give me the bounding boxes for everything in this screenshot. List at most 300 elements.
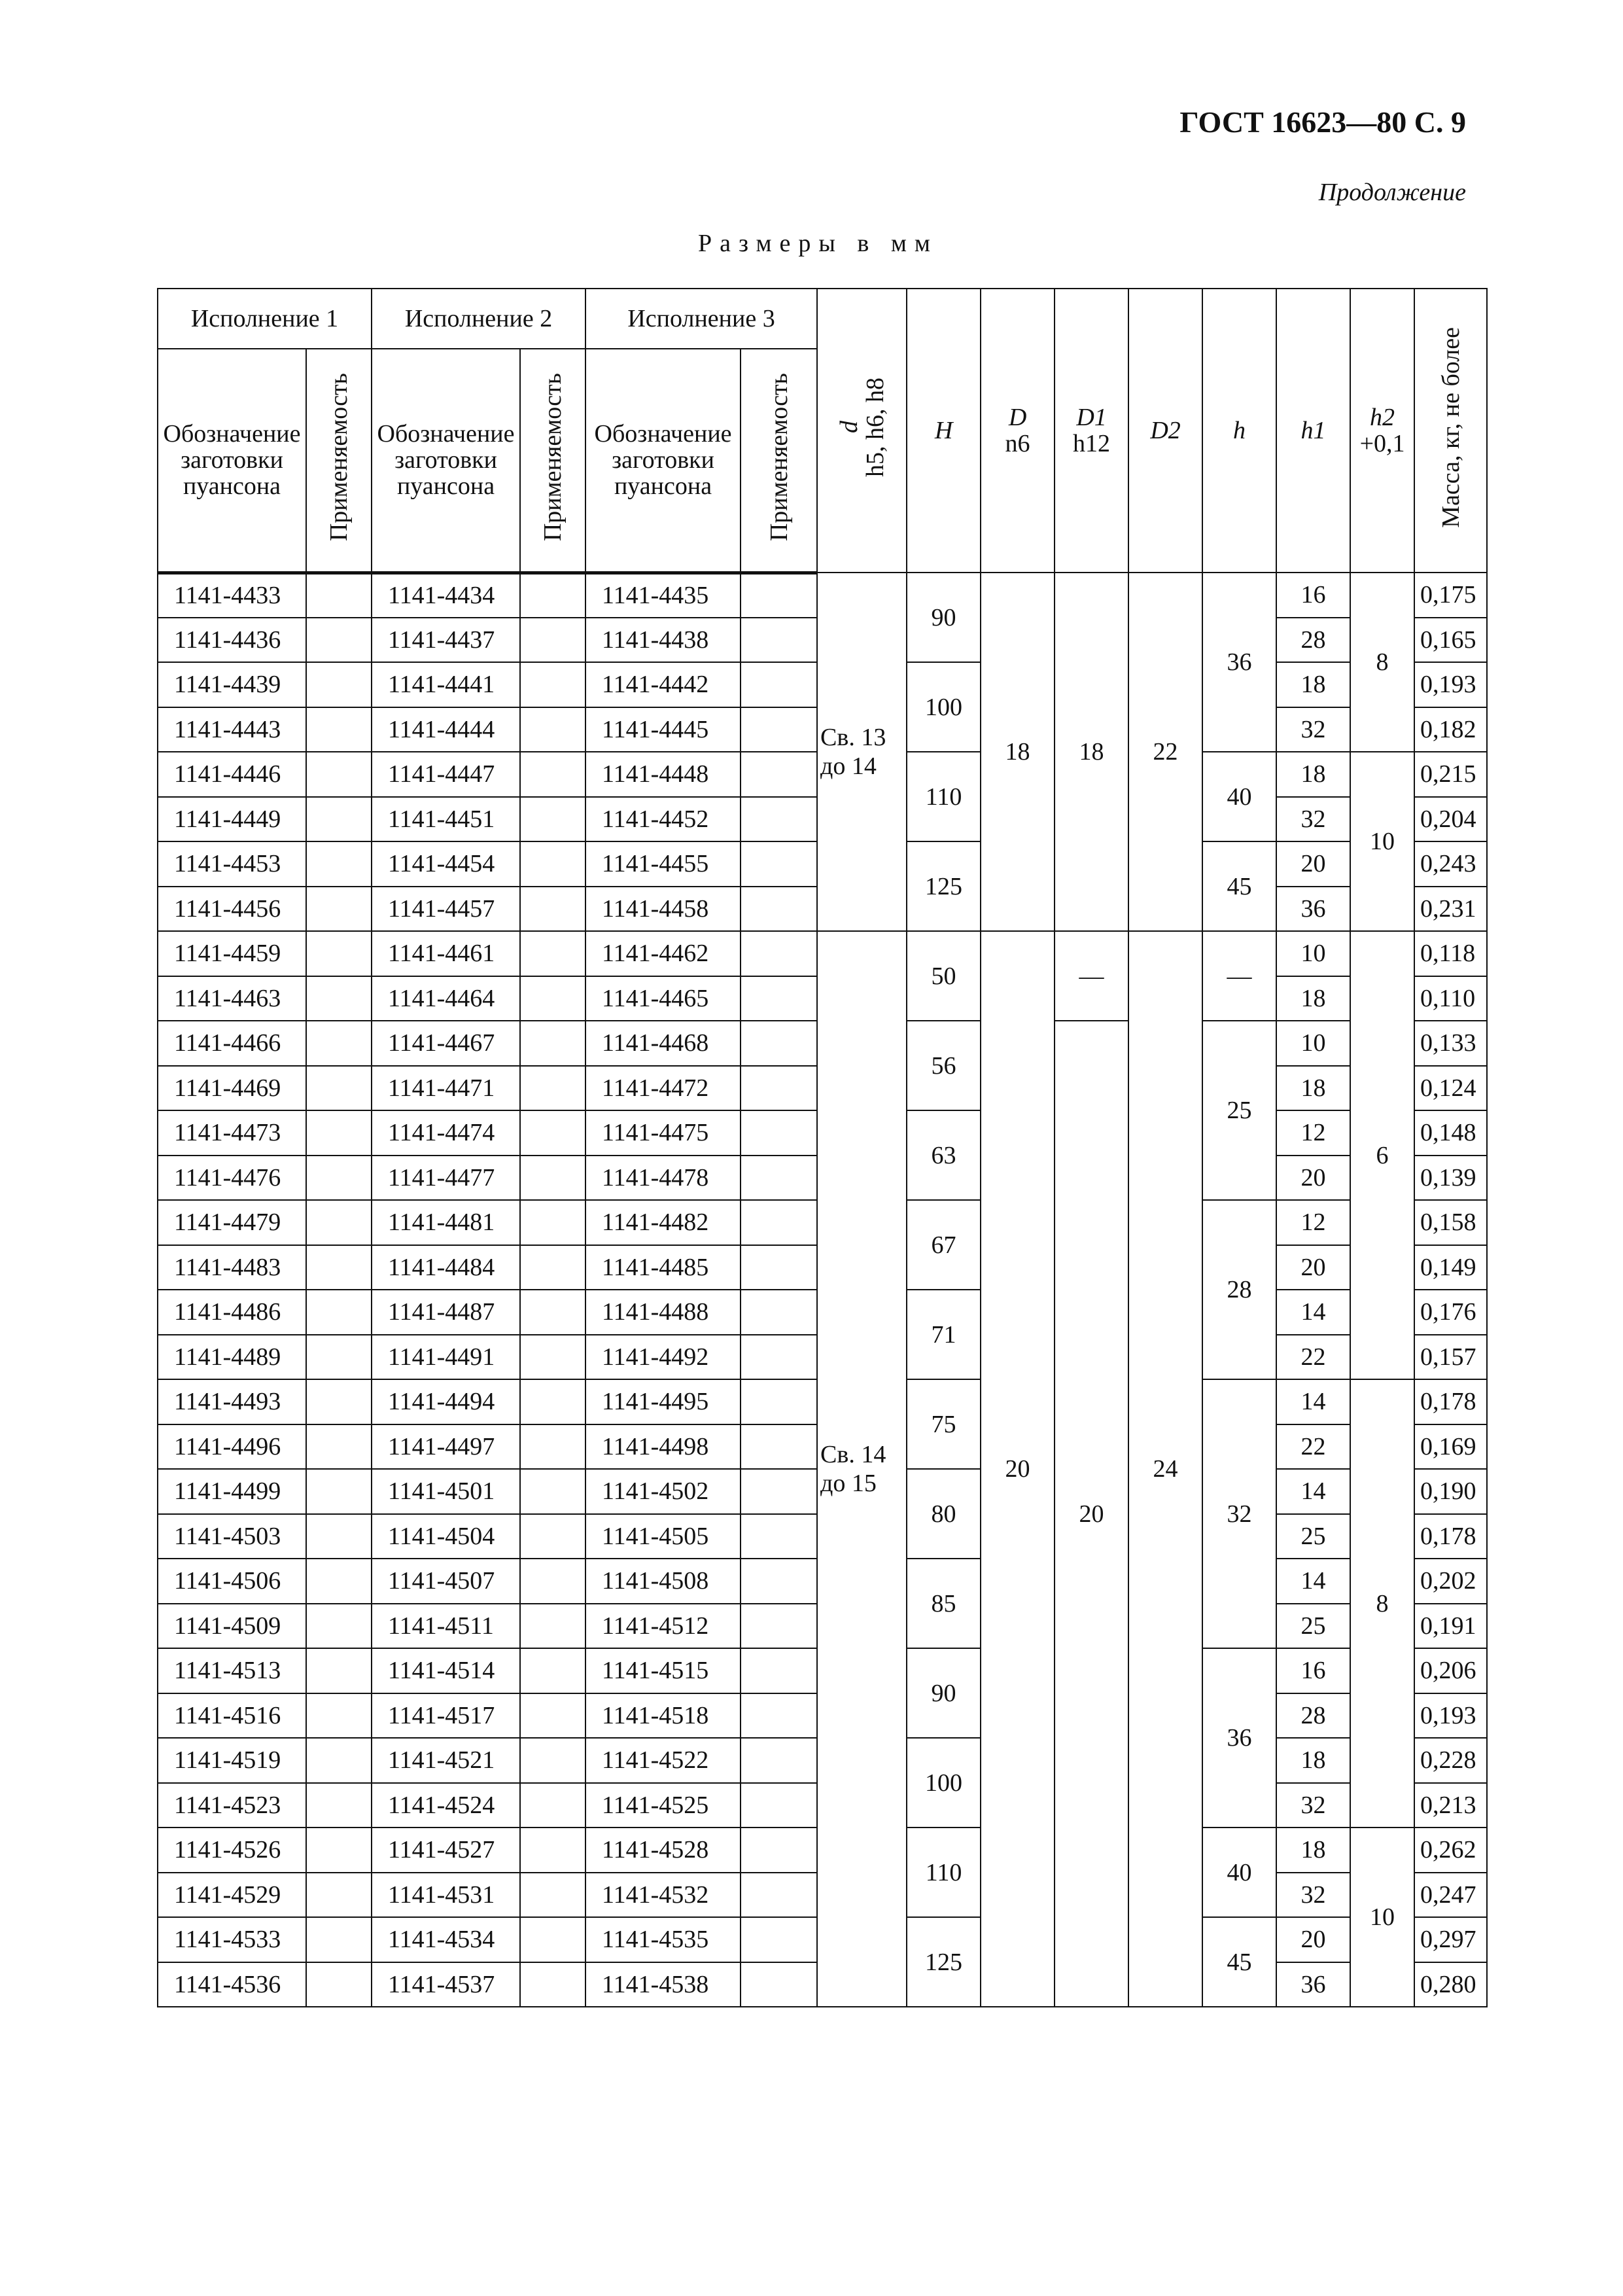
col-h1-symbol: h1 <box>1300 417 1326 444</box>
designation-cell-1: 1141-4516 <box>158 1693 306 1739</box>
applicability-cell-2 <box>520 1738 585 1783</box>
designation-cell-3: 1141-4538 <box>585 1962 741 2007</box>
applicability-cell-3 <box>741 1693 817 1739</box>
cell-h1: 28 <box>1276 1693 1350 1739</box>
table-row <box>158 931 1487 976</box>
applicability-cell-2 <box>520 1828 585 1873</box>
cell-h: 110 <box>907 1828 981 1917</box>
col-D2-symbol: D2 <box>1150 417 1181 444</box>
applicability-cell-3 <box>741 1917 817 1962</box>
applicability-cell-2 <box>520 662 585 707</box>
designation-cell-2: 1141-4531 <box>372 1873 520 1918</box>
designation-cell-3: 1141-4518 <box>585 1693 741 1739</box>
designation-cell-1: 1141-4519 <box>158 1738 306 1783</box>
col-D2-header <box>1128 289 1202 573</box>
applicability-cell-1 <box>306 1156 372 1201</box>
units-caption: Размеры в мм <box>698 230 938 257</box>
applicability-cell-1 <box>306 1738 372 1783</box>
cell-h1: 22 <box>1276 1424 1350 1470</box>
cell-h: 40 <box>1202 752 1276 841</box>
applicability-cell-1 <box>306 573 372 618</box>
applicability-cell-2 <box>520 841 585 887</box>
cell-mass: 0,157 <box>1414 1335 1487 1380</box>
applicability-cell-1 <box>306 1559 372 1604</box>
applicability-cell-1 <box>306 1962 372 2007</box>
cell-mass: 0,169 <box>1414 1424 1487 1470</box>
designation-cell-3: 1141-4442 <box>585 662 741 707</box>
designation-cell-3: 1141-4488 <box>585 1290 741 1335</box>
designation-cell-2: 1141-4437 <box>372 618 520 663</box>
col-H-header <box>907 289 981 573</box>
cell-mass: 0,178 <box>1414 1379 1487 1424</box>
designation-cell-1: 1141-4486 <box>158 1290 306 1335</box>
designation-cell-3: 1141-4498 <box>585 1424 741 1470</box>
cell-mass: 0,178 <box>1414 1514 1487 1559</box>
applicability-cell-1 <box>306 797 372 842</box>
applicability-cell-3 <box>741 1873 817 1918</box>
designation-cell-2: 1141-4474 <box>372 1110 520 1156</box>
applicability-cell-3 <box>741 1604 817 1649</box>
designation-cell-2: 1141-4501 <box>372 1469 520 1514</box>
designation-cell-3: 1141-4452 <box>585 797 741 842</box>
cell-h: 56 <box>907 1021 981 1110</box>
designation-cell-1: 1141-4489 <box>158 1335 306 1380</box>
applicability-cell-1 <box>306 618 372 663</box>
applicability-cell-1 <box>306 1290 372 1335</box>
applicability-cell-2 <box>520 1156 585 1201</box>
cell-mass: 0,148 <box>1414 1110 1487 1156</box>
cell-h: 100 <box>907 1738 981 1828</box>
cell-h: — <box>1202 931 1276 1021</box>
cell-h: 80 <box>907 1469 981 1559</box>
cell-h1: 28 <box>1276 618 1350 663</box>
cell-h1: 18 <box>1276 1828 1350 1873</box>
designation-cell-3: 1141-4512 <box>585 1604 741 1649</box>
cell-h: 45 <box>1202 841 1276 931</box>
designation-cell-2: 1141-4504 <box>372 1514 520 1559</box>
cell-h1: 18 <box>1276 1738 1350 1783</box>
applicability-cell-2 <box>520 573 585 618</box>
applicability-cell-3 <box>741 573 817 618</box>
cell-h: 63 <box>907 1110 981 1200</box>
applicability-cell-2 <box>520 1559 585 1604</box>
designation-cell-2: 1141-4487 <box>372 1290 520 1335</box>
designation-cell-2: 1141-4527 <box>372 1828 520 1873</box>
designation-cell-3: 1141-4455 <box>585 841 741 887</box>
col-D1-header <box>1055 289 1128 573</box>
cell-d1: — <box>1055 931 1128 1021</box>
designation-header-3: Обозначение заготовки пуансона <box>585 349 741 573</box>
designation-cell-2: 1141-4441 <box>372 662 520 707</box>
cell-mass: 0,297 <box>1414 1917 1487 1962</box>
applicability-cell-1 <box>306 1021 372 1066</box>
cell-h1: 20 <box>1276 1156 1350 1201</box>
applicability-cell-3 <box>741 1648 817 1693</box>
cell-h2: 8 <box>1350 1379 1414 1828</box>
cell-mass: 0,175 <box>1414 573 1487 618</box>
applicability-cell-1 <box>306 1514 372 1559</box>
cell-h: 100 <box>907 662 981 752</box>
col-D1-symbol: D1 <box>1076 404 1107 431</box>
applicability-cell-3 <box>741 1962 817 2007</box>
applicability-cell-2 <box>520 1110 585 1156</box>
designation-cell-2: 1141-4454 <box>372 841 520 887</box>
applicability-cell-3 <box>741 1066 817 1111</box>
applicability-header-2 <box>520 349 585 573</box>
applicability-cell-3 <box>741 1245 817 1290</box>
designation-cell-2: 1141-4511 <box>372 1604 520 1649</box>
applicability-cell-1 <box>306 1604 372 1649</box>
cell-h: 75 <box>907 1379 981 1469</box>
col-d-symbol: d <box>835 421 863 434</box>
cell-h1: 32 <box>1276 1783 1350 1828</box>
applicability-cell-2 <box>520 1021 585 1066</box>
designation-cell-3: 1141-4435 <box>585 573 741 618</box>
cell-h: 25 <box>1202 1021 1276 1200</box>
group-header-2: Исполнение 2 <box>372 289 585 349</box>
cell-mass: 0,118 <box>1414 931 1487 976</box>
applicability-cell-3 <box>741 1200 817 1245</box>
cell-h1: 36 <box>1276 1962 1350 2007</box>
cell-h: 90 <box>907 573 981 662</box>
applicability-cell-2 <box>520 1379 585 1424</box>
applicability-cell-2 <box>520 1200 585 1245</box>
applicability-cell-3 <box>741 1469 817 1514</box>
cell-h: 36 <box>1202 573 1276 752</box>
designation-cell-3: 1141-4502 <box>585 1469 741 1514</box>
cell-h1: 32 <box>1276 797 1350 842</box>
designation-cell-3: 1141-4482 <box>585 1200 741 1245</box>
designation-cell-2: 1141-4537 <box>372 1962 520 2007</box>
applicability-cell-2 <box>520 1604 585 1649</box>
applicability-cell-3 <box>741 1110 817 1156</box>
cell-h1: 20 <box>1276 1245 1350 1290</box>
designation-cell-1: 1141-4509 <box>158 1604 306 1649</box>
designation-cell-1: 1141-4449 <box>158 797 306 842</box>
cell-mass: 0,182 <box>1414 707 1487 752</box>
cell-h1: 12 <box>1276 1110 1350 1156</box>
cell-mass: 0,204 <box>1414 797 1487 842</box>
designation-cell-2: 1141-4444 <box>372 707 520 752</box>
designation-header-2: Обозначение заготовки пуансона <box>372 349 520 573</box>
cell-h: 125 <box>907 841 981 931</box>
applicability-cell-2 <box>520 976 585 1021</box>
cell-d: Св. 14 до 15 <box>817 931 907 2007</box>
applicability-cell-1 <box>306 1917 372 1962</box>
applicability-cell-1 <box>306 1648 372 1693</box>
applicability-cell-1 <box>306 752 372 797</box>
cell-mass: 0,124 <box>1414 1066 1487 1111</box>
applicability-cell-2 <box>520 1066 585 1111</box>
designation-cell-3: 1141-4515 <box>585 1648 741 1693</box>
designation-cell-1: 1141-4436 <box>158 618 306 663</box>
applicability-cell-2 <box>520 1290 585 1335</box>
cell-h1: 18 <box>1276 976 1350 1021</box>
designation-cell-2: 1141-4524 <box>372 1783 520 1828</box>
group-header-3: Исполнение 3 <box>585 289 817 349</box>
applicability-cell-3 <box>741 931 817 976</box>
applicability-cell-1 <box>306 1200 372 1245</box>
col-D-symbol: D <box>1008 404 1027 431</box>
cell-h1: 14 <box>1276 1290 1350 1335</box>
applicability-cell-3 <box>741 662 817 707</box>
applicability-cell-2 <box>520 707 585 752</box>
cell-mass: 0,213 <box>1414 1783 1487 1828</box>
applicability-header-1 <box>306 349 372 573</box>
col-d-tolerance: h5, h6, h8 <box>861 378 889 477</box>
applicability-cell-1 <box>306 1693 372 1739</box>
applicability-cell-2 <box>520 1873 585 1918</box>
applicability-cell-2 <box>520 1783 585 1828</box>
cell-h: 32 <box>1202 1379 1276 1648</box>
applicability-cell-1 <box>306 841 372 887</box>
applicability-cell-1 <box>306 1245 372 1290</box>
designation-cell-3: 1141-4448 <box>585 752 741 797</box>
applicability-cell-1 <box>306 662 372 707</box>
designation-cell-2: 1141-4477 <box>372 1156 520 1201</box>
cell-h2: 10 <box>1350 752 1414 931</box>
col-D-tolerance: n6 <box>1005 430 1030 457</box>
designation-cell-1: 1141-4513 <box>158 1648 306 1693</box>
designation-cell-1: 1141-4433 <box>158 573 306 618</box>
designation-cell-1: 1141-4463 <box>158 976 306 1021</box>
designation-cell-2: 1141-4481 <box>372 1200 520 1245</box>
designation-cell-2: 1141-4484 <box>372 1245 520 1290</box>
designation-header-1: Обозначение заготовки пуансона <box>158 349 306 573</box>
designation-cell-1: 1141-4439 <box>158 662 306 707</box>
designation-cell-2: 1141-4464 <box>372 976 520 1021</box>
applicability-cell-1 <box>306 1783 372 1828</box>
cell-mass: 0,165 <box>1414 618 1487 663</box>
cell-mass: 0,176 <box>1414 1290 1487 1335</box>
col-h2-tolerance: +0,1 <box>1359 430 1405 457</box>
designation-cell-3: 1141-4485 <box>585 1245 741 1290</box>
cell-d: Св. 13 до 14 <box>817 573 907 931</box>
designation-cell-1: 1141-4526 <box>158 1828 306 1873</box>
designation-cell-2: 1141-4471 <box>372 1066 520 1111</box>
applicability-cell-1 <box>306 931 372 976</box>
applicability-label-2: Применяемость <box>539 372 567 541</box>
applicability-label-3: Применяемость <box>765 372 793 541</box>
applicability-cell-1 <box>306 1469 372 1514</box>
designation-cell-1: 1141-4473 <box>158 1110 306 1156</box>
applicability-cell-3 <box>741 1424 817 1470</box>
applicability-label-1: Применяемость <box>325 372 353 541</box>
applicability-cell-3 <box>741 887 817 932</box>
continuation-label: Продолжение <box>1318 179 1466 206</box>
cell-h: 45 <box>1202 1917 1276 2007</box>
applicability-cell-1 <box>306 887 372 932</box>
cell-h1: 32 <box>1276 707 1350 752</box>
applicability-cell-2 <box>520 618 585 663</box>
col-h2-header <box>1350 289 1414 573</box>
applicability-cell-3 <box>741 1290 817 1335</box>
cell-h1: 12 <box>1276 1200 1350 1245</box>
cell-mass: 0,190 <box>1414 1469 1487 1514</box>
designation-cell-2: 1141-4517 <box>372 1693 520 1739</box>
col-mass-label: Масса, кг, не более <box>1437 327 1465 528</box>
applicability-cell-2 <box>520 1693 585 1739</box>
col-D-header <box>981 289 1055 573</box>
applicability-cell-3 <box>741 1738 817 1783</box>
cell-h: 71 <box>907 1290 981 1379</box>
applicability-cell-1 <box>306 1873 372 1918</box>
designation-cell-3: 1141-4528 <box>585 1828 741 1873</box>
col-H-symbol: H <box>934 417 953 444</box>
table-row <box>158 573 1487 618</box>
designation-cell-3: 1141-4478 <box>585 1156 741 1201</box>
applicability-cell-2 <box>520 1514 585 1559</box>
applicability-cell-3 <box>741 1335 817 1380</box>
designation-cell-1: 1141-4456 <box>158 887 306 932</box>
cell-h2: 8 <box>1350 573 1414 752</box>
designation-cell-3: 1141-4438 <box>585 618 741 663</box>
applicability-cell-3 <box>741 976 817 1021</box>
cell-mass: 0,158 <box>1414 1200 1487 1245</box>
cell-h: 36 <box>1202 1648 1276 1828</box>
applicability-cell-1 <box>306 707 372 752</box>
designation-cell-1: 1141-4493 <box>158 1379 306 1424</box>
designation-cell-2: 1141-4457 <box>372 887 520 932</box>
designation-cell-2: 1141-4507 <box>372 1559 520 1604</box>
designation-cell-1: 1141-4466 <box>158 1021 306 1066</box>
cell-h: 50 <box>907 931 981 1021</box>
designation-cell-1: 1141-4506 <box>158 1559 306 1604</box>
designation-cell-3: 1141-4522 <box>585 1738 741 1783</box>
designation-cell-2: 1141-4447 <box>372 752 520 797</box>
col-h1-header <box>1276 289 1350 573</box>
cell-h1: 18 <box>1276 662 1350 707</box>
cell-d: 20 <box>981 931 1055 2007</box>
applicability-cell-3 <box>741 1379 817 1424</box>
applicability-header-3 <box>741 349 817 573</box>
applicability-cell-2 <box>520 1245 585 1290</box>
cell-h: 28 <box>1202 1200 1276 1379</box>
applicability-cell-3 <box>741 618 817 663</box>
cell-h1: 18 <box>1276 1066 1350 1111</box>
applicability-cell-1 <box>306 1379 372 1424</box>
cell-h: 85 <box>907 1559 981 1648</box>
cell-h1: 16 <box>1276 573 1350 618</box>
applicability-cell-3 <box>741 1828 817 1873</box>
designation-cell-1: 1141-4496 <box>158 1424 306 1470</box>
applicability-cell-1 <box>306 1828 372 1873</box>
applicability-cell-2 <box>520 1917 585 1962</box>
applicability-cell-3 <box>741 841 817 887</box>
designation-cell-1: 1141-4446 <box>158 752 306 797</box>
cell-h1: 25 <box>1276 1604 1350 1649</box>
applicability-cell-3 <box>741 797 817 842</box>
cell-h1: 18 <box>1276 752 1350 797</box>
cell-mass: 0,243 <box>1414 841 1487 887</box>
designation-cell-1: 1141-4529 <box>158 1873 306 1918</box>
col-D1-tolerance: h12 <box>1073 430 1111 457</box>
cell-h: 110 <box>907 752 981 841</box>
designation-cell-1: 1141-4443 <box>158 707 306 752</box>
cell-mass: 0,149 <box>1414 1245 1487 1290</box>
applicability-cell-2 <box>520 1962 585 2007</box>
designation-cell-2: 1141-4467 <box>372 1021 520 1066</box>
page-header: ГОСТ 16623—80 С. 9 <box>1179 105 1466 139</box>
designation-cell-3: 1141-4525 <box>585 1783 741 1828</box>
cell-h1: 20 <box>1276 1917 1350 1962</box>
dimensions-table <box>157 288 1488 2007</box>
designation-cell-3: 1141-4468 <box>585 1021 741 1066</box>
designation-cell-2: 1141-4514 <box>372 1648 520 1693</box>
cell-h1: 10 <box>1276 1021 1350 1066</box>
applicability-cell-1 <box>306 1335 372 1380</box>
cell-mass: 0,202 <box>1414 1559 1487 1604</box>
cell-mass: 0,247 <box>1414 1873 1487 1918</box>
applicability-cell-3 <box>741 1514 817 1559</box>
designation-cell-1: 1141-4453 <box>158 841 306 887</box>
designation-cell-1: 1141-4479 <box>158 1200 306 1245</box>
designation-cell-1: 1141-4499 <box>158 1469 306 1514</box>
cell-h: 90 <box>907 1648 981 1738</box>
cell-h1: 25 <box>1276 1514 1350 1559</box>
applicability-cell-2 <box>520 797 585 842</box>
cell-h1: 20 <box>1276 841 1350 887</box>
designation-cell-3: 1141-4505 <box>585 1514 741 1559</box>
applicability-cell-3 <box>741 1021 817 1066</box>
cell-mass: 0,133 <box>1414 1021 1487 1066</box>
applicability-cell-3 <box>741 752 817 797</box>
col-h-header <box>1202 289 1276 573</box>
applicability-cell-2 <box>520 1335 585 1380</box>
applicability-cell-2 <box>520 1648 585 1693</box>
designation-cell-3: 1141-4535 <box>585 1917 741 1962</box>
applicability-cell-2 <box>520 752 585 797</box>
cell-h1: 32 <box>1276 1873 1350 1918</box>
designation-cell-2: 1141-4494 <box>372 1379 520 1424</box>
applicability-cell-2 <box>520 1469 585 1514</box>
designation-cell-2: 1141-4451 <box>372 797 520 842</box>
col-h2-symbol: h2 <box>1370 404 1395 431</box>
designation-cell-3: 1141-4532 <box>585 1873 741 1918</box>
cell-mass: 0,231 <box>1414 887 1487 932</box>
designation-cell-2: 1141-4521 <box>372 1738 520 1783</box>
cell-d2: 22 <box>1128 573 1202 931</box>
cell-h1: 10 <box>1276 931 1350 976</box>
designation-cell-3: 1141-4465 <box>585 976 741 1021</box>
designation-cell-1: 1141-4476 <box>158 1156 306 1201</box>
cell-h2: 6 <box>1350 931 1414 1379</box>
designation-cell-3: 1141-4492 <box>585 1335 741 1380</box>
applicability-cell-2 <box>520 887 585 932</box>
designation-cell-1: 1141-4503 <box>158 1514 306 1559</box>
applicability-cell-2 <box>520 931 585 976</box>
group-header-1: Исполнение 1 <box>158 289 372 349</box>
designation-cell-3: 1141-4472 <box>585 1066 741 1111</box>
designation-cell-1: 1141-4533 <box>158 1917 306 1962</box>
cell-mass: 0,139 <box>1414 1156 1487 1201</box>
designation-cell-1: 1141-4469 <box>158 1066 306 1111</box>
cell-mass: 0,215 <box>1414 752 1487 797</box>
applicability-cell-1 <box>306 976 372 1021</box>
cell-mass: 0,193 <box>1414 662 1487 707</box>
cell-mass: 0,191 <box>1414 1604 1487 1649</box>
applicability-cell-3 <box>741 1783 817 1828</box>
applicability-cell-3 <box>741 707 817 752</box>
cell-d2: 24 <box>1128 931 1202 2007</box>
cell-h1: 36 <box>1276 887 1350 932</box>
applicability-cell-1 <box>306 1066 372 1111</box>
applicability-cell-1 <box>306 1110 372 1156</box>
col-h-symbol: h <box>1233 417 1246 444</box>
cell-h: 67 <box>907 1200 981 1290</box>
cell-h1: 14 <box>1276 1559 1350 1604</box>
designation-cell-2: 1141-4497 <box>372 1424 520 1470</box>
